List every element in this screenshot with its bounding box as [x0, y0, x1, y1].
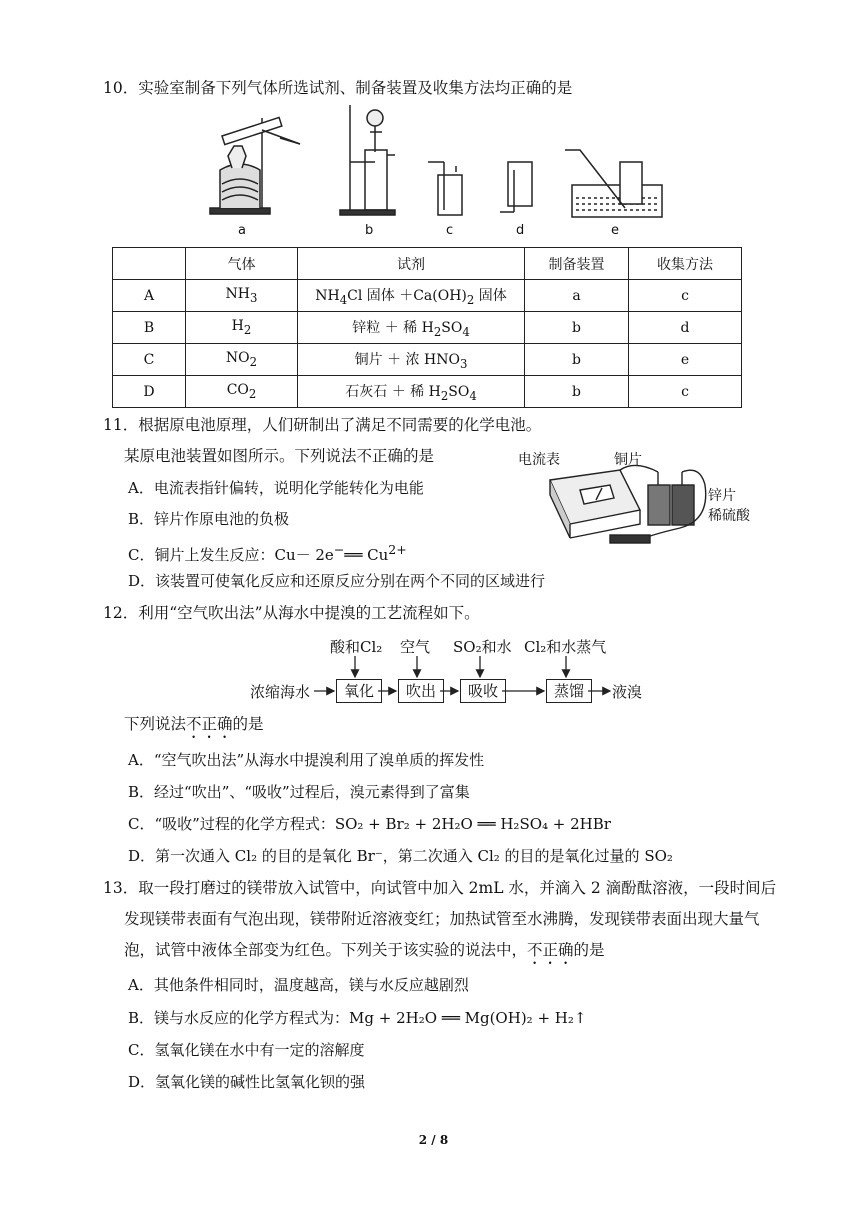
- flow-input-4: Cl₂和水蒸气: [524, 638, 607, 656]
- table-header: [113, 248, 186, 280]
- flow-input-2: 空气: [400, 638, 431, 656]
- row-collect: d: [629, 312, 742, 344]
- q11-option-a: A．电流表指针偏转，说明化学能转化为电能: [128, 479, 424, 497]
- q12-option-b: B．经过“吹出”、“吸收”过程后，溴元素得到了富集: [128, 783, 470, 801]
- table-header: 收集方法: [629, 248, 742, 280]
- flow-step-oxidize: 氧化: [336, 679, 382, 703]
- q11-stem: 11．根据原电池原理，人们研制出了满足不同需要的化学电池。: [103, 416, 542, 434]
- apparatus-label-b: b: [365, 223, 374, 238]
- q13-line3: 泡，试管中液体全部变为红色。下列关于该实验的说法中，不正确的是: [124, 941, 605, 959]
- row-option: B: [113, 312, 186, 344]
- apparatus-label-a: a: [238, 223, 246, 238]
- q13-line2: 发现镁带表面有气泡出现，镁带附近溶液变红；加热试管至水沸腾，发现镁带表面出现大量气: [124, 910, 760, 928]
- table-header: 气体: [186, 248, 298, 280]
- row-reagent: 铜片 ＋ 浓 $HNO_3$: [298, 344, 525, 376]
- q11-sub: 某原电池装置如图所示。下列说法不正确的是: [124, 447, 435, 465]
- row-gas: $NO_2$: [186, 344, 298, 376]
- label-ammeter: 电流表: [518, 452, 560, 468]
- q13-option-c: C．氢氧化镁在水中有一定的溶解度: [128, 1041, 365, 1059]
- row-option: D: [113, 376, 186, 408]
- q10-stem: 10．实验室制备下列气体所选试剂、制备装置及收集方法均正确的是: [103, 79, 573, 97]
- q13-option-b: B．镁与水反应的化学方程式为：Mg + 2H₂O ══ Mg(OH)₂ + H₂↑: [128, 1009, 587, 1027]
- flow-step-distill: 蒸馏: [546, 679, 592, 703]
- row-device: b: [525, 344, 629, 376]
- page-number: 2 / 8: [418, 1133, 449, 1147]
- q12-option-a: A．“空气吹出法”从海水中提溴利用了溴单质的挥发性: [128, 751, 485, 769]
- row-collect: c: [629, 280, 742, 312]
- row-collect: e: [629, 344, 742, 376]
- q12-sub: 下列说法不正确的是: [124, 715, 264, 733]
- apparatus-figure: [200, 100, 670, 245]
- q12-option-c: C．“吸收”过程的化学方程式：SO₂ + Br₂ + 2H₂O ══ H₂SO₄ + 2HBr: [128, 815, 611, 833]
- apparatus-a: [210, 117, 300, 214]
- table-header: 制备装置: [525, 248, 629, 280]
- q12-option-d: D．第一次通入 Cl₂ 的目的是氧化 Br⁻，第二次通入 Cl₂ 的目的是氧化过量的 SO₂: [128, 847, 673, 865]
- label-zinc: 锌片: [708, 488, 736, 504]
- row-device: b: [525, 312, 629, 344]
- flow-step-absorb: 吸收: [460, 679, 506, 703]
- q11-option-d: D．该装置可使氧化反应和还原反应分别在两个不同的区域进行: [128, 572, 546, 590]
- apparatus-c: [428, 162, 462, 215]
- table-header: 试剂: [298, 248, 525, 280]
- apparatus-b: [340, 105, 395, 215]
- apparatus-e: [565, 150, 662, 217]
- row-reagent: $NH_4Cl$ 固体 $+Ca(OH)_2$ 固体: [298, 280, 525, 312]
- apparatus-label-d: d: [516, 223, 525, 238]
- row-reagent: 石灰石 ＋ 稀 $H_2SO_4$: [298, 376, 525, 408]
- flow-step-blow: 吹出: [398, 679, 444, 703]
- battery-figure: [510, 440, 770, 552]
- q13-line1: 13．取一段打磨过的镁带放入试管中，向试管中加入 2mL 水，并滴入 2 滴酚酞溶液，一段时间后: [103, 879, 777, 897]
- table-row: [113, 344, 742, 376]
- flow-start: 浓缩海水: [250, 683, 311, 701]
- q11-option-c: C．铜片上发生反应：Cu－ 2e−══ $Cu^{2+}$: [128, 542, 407, 564]
- table-row: [113, 312, 742, 344]
- apparatus-label-c: c: [446, 223, 454, 238]
- row-device: a: [525, 280, 629, 312]
- apparatus-d: [500, 162, 532, 212]
- q13-option-d: D．氢氧化镁的碱性比氢氧化钡的强: [128, 1073, 366, 1091]
- flow-arrows: [310, 652, 620, 702]
- row-reagent: 锌粒 ＋ 稀 $H_2SO_4$: [298, 312, 525, 344]
- row-option: C: [113, 344, 186, 376]
- q11-option-b: B．锌片作原电池的负极: [128, 510, 290, 528]
- q13-option-a: A．其他条件相同时，温度越高，镁与水反应越剧烈: [128, 976, 469, 994]
- flow-input-1: 酸和Cl₂: [330, 638, 383, 656]
- q12-stem: 12．利用“空气吹出法”从海水中提溴的工艺流程如下。: [103, 604, 480, 622]
- row-collect: c: [629, 376, 742, 408]
- table-row: [113, 280, 742, 312]
- row-option: A: [113, 280, 186, 312]
- row-gas: $CO_2$: [186, 376, 298, 408]
- row-gas: $H_2$: [186, 312, 298, 344]
- row-device: b: [525, 376, 629, 408]
- q10-table: [112, 247, 742, 408]
- table-header-row: [113, 248, 742, 280]
- label-copper: 铜片: [614, 452, 642, 468]
- label-acid: 稀硫酸: [708, 508, 750, 524]
- row-gas: $NH_3$: [186, 280, 298, 312]
- flow-input-3: SO₂和水: [453, 638, 512, 656]
- flow-end: 液溴: [612, 683, 643, 701]
- apparatus-label-e: e: [611, 223, 619, 238]
- table-row: [113, 376, 742, 408]
